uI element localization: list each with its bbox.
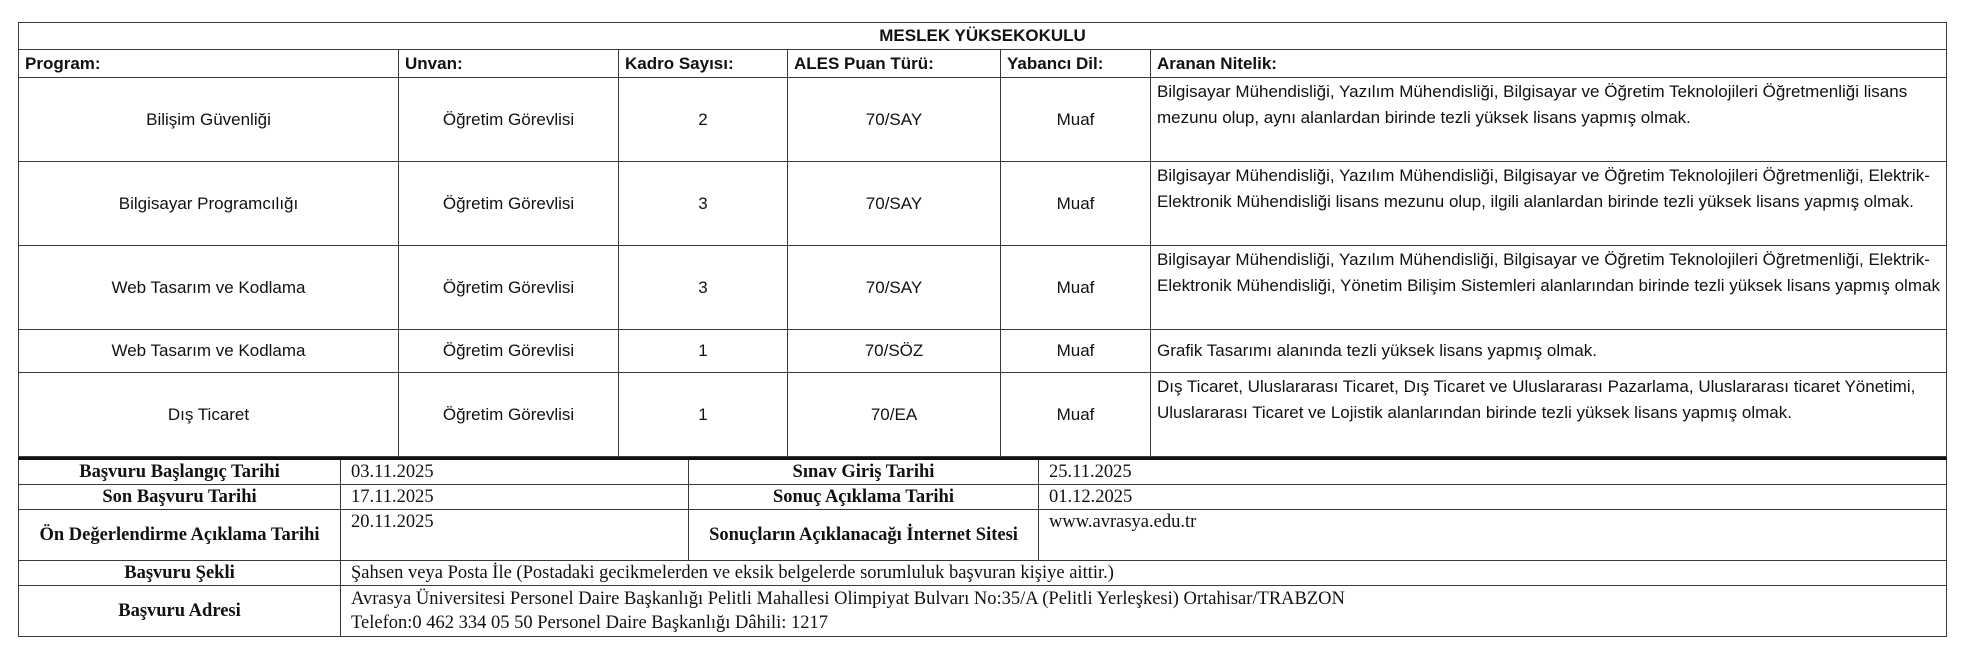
cell-ales: 70/SÖZ — [788, 330, 1001, 373]
cell-dil: Muaf — [1001, 330, 1151, 373]
cell-program: Bilişim Güvenliği — [19, 78, 399, 162]
info-row — [19, 510, 1947, 561]
header-row — [19, 50, 1947, 78]
table-row — [19, 246, 1947, 330]
address-line: Avrasya Üniversitesi Personel Daire Başkanlığı Pelitli Mahallesi Olimpiyat Bulvarı No:35/A (Pelitli Yerleşkesi) Ortahisar/TRABZON — [351, 589, 1345, 609]
cell-unvan: Öğretim Görevlisi — [399, 373, 619, 457]
table-row — [19, 373, 1947, 457]
value-sinav-giris: 25.11.2025 — [1039, 459, 1947, 485]
header-dil: Yabancı Dil: — [1001, 50, 1151, 78]
label-sinav-giris: Sınav Giriş Tarihi — [689, 459, 1039, 485]
info-row — [19, 485, 1947, 510]
cell-program: Bilgisayar Programcılığı — [19, 162, 399, 246]
value-basvuru-adresi — [341, 586, 1947, 637]
application-info-table — [18, 457, 1947, 637]
cell-nitelik: Grafik Tasarımı alanında tezli yüksek lisans yapmış olmak. — [1151, 330, 1947, 373]
header-program: Program: — [19, 50, 399, 78]
label-on-degerlendirme: Ön Değerlendirme Açıklama Tarihi — [19, 510, 341, 561]
phone-line: Telefon:0 462 334 05 50 Personel Daire Başkanlığı Dâhili: 1217 — [351, 613, 829, 633]
header-nitelik: Aranan Nitelik: — [1151, 50, 1947, 78]
cell-program: Web Tasarım ve Kodlama — [19, 246, 399, 330]
label-internet-sitesi: Sonuçların Açıklanacağı İnternet Sitesi — [689, 510, 1039, 561]
cell-dil: Muaf — [1001, 373, 1151, 457]
cell-program: Dış Ticaret — [19, 373, 399, 457]
cell-dil: Muaf — [1001, 246, 1151, 330]
cell-unvan: Öğretim Görevlisi — [399, 78, 619, 162]
info-row — [19, 561, 1947, 586]
header-ales: ALES Puan Türü: — [788, 50, 1001, 78]
cell-kadro: 1 — [619, 330, 788, 373]
cell-kadro: 3 — [619, 162, 788, 246]
cell-nitelik: Bilgisayar Mühendisliği, Yazılım Mühendisliği, Bilgisayar ve Öğretim Teknolojileri Öğretmenliği lisans mezunu olup, aynı alanlardan birinde tezli yüksek lisans yapmış olmak. — [1151, 78, 1947, 162]
positions-table — [18, 22, 1947, 457]
value-sonuc-aciklama: 01.12.2025 — [1039, 485, 1947, 510]
cell-ales: 70/SAY — [788, 246, 1001, 330]
table-row — [19, 78, 1947, 162]
table-row — [19, 330, 1947, 373]
cell-ales: 70/SAY — [788, 162, 1001, 246]
cell-unvan: Öğretim Görevlisi — [399, 162, 619, 246]
value-basvuru-sekli: Şahsen veya Posta İle (Postadaki gecikmelerden ve eksik belgelerde sorumluluk başvuran kişiye aittir.) — [341, 561, 1947, 586]
header-unvan: Unvan: — [399, 50, 619, 78]
cell-ales: 70/EA — [788, 373, 1001, 457]
value-internet-sitesi[interactable]: www.avrasya.edu.tr — [1039, 510, 1947, 561]
value-basvuru-baslangic: 03.11.2025 — [341, 459, 689, 485]
cell-nitelik: Bilgisayar Mühendisliği, Yazılım Mühendisliği, Bilgisayar ve Öğretim Teknolojileri Öğretmenliği, Elektrik-Elektronik Mühendisliği lisans mezunu olup, ilgili alanlardan birinde tezli yüksek lisans yapmış olmak. — [1151, 162, 1947, 246]
value-on-degerlendirme: 20.11.2025 — [341, 510, 689, 561]
cell-unvan: Öğretim Görevlisi — [399, 330, 619, 373]
cell-nitelik: Bilgisayar Mühendisliği, Yazılım Mühendisliği, Bilgisayar ve Öğretim Teknolojileri Öğretmenliği, Elektrik-Elektronik Mühendisliği, Yönetim Bilişim Sistemleri alanlarından birinde tezli yüksek lisans yapmış olmak — [1151, 246, 1947, 330]
label-basvuru-adresi: Başvuru Adresi — [19, 586, 341, 637]
value-son-basvuru: 17.11.2025 — [341, 485, 689, 510]
header-kadro: Kadro Sayısı: — [619, 50, 788, 78]
cell-program: Web Tasarım ve Kodlama — [19, 330, 399, 373]
cell-nitelik: Dış Ticaret, Uluslararası Ticaret, Dış Ticaret ve Uluslararası Pazarlama, Uluslararası ticaret Yönetimi, Uluslararası Ticaret ve Lojistik alanlarından birinde tezli yüksek lisans yapmış olmak. — [1151, 373, 1947, 457]
cell-kadro: 3 — [619, 246, 788, 330]
cell-dil: Muaf — [1001, 78, 1151, 162]
job-announcement-sheet — [18, 22, 1946, 637]
info-row — [19, 586, 1947, 637]
label-basvuru-sekli: Başvuru Şekli — [19, 561, 341, 586]
cell-ales: 70/SAY — [788, 78, 1001, 162]
info-row — [19, 459, 1947, 485]
table-title: MESLEK YÜKSEKOKULU — [19, 23, 1947, 50]
cell-dil: Muaf — [1001, 162, 1151, 246]
cell-kadro: 1 — [619, 373, 788, 457]
cell-kadro: 2 — [619, 78, 788, 162]
label-sonuc-aciklama: Sonuç Açıklama Tarihi — [689, 485, 1039, 510]
table-row — [19, 162, 1947, 246]
label-basvuru-baslangic: Başvuru Başlangıç Tarihi — [19, 459, 341, 485]
label-son-basvuru: Son Başvuru Tarihi — [19, 485, 341, 510]
cell-unvan: Öğretim Görevlisi — [399, 246, 619, 330]
